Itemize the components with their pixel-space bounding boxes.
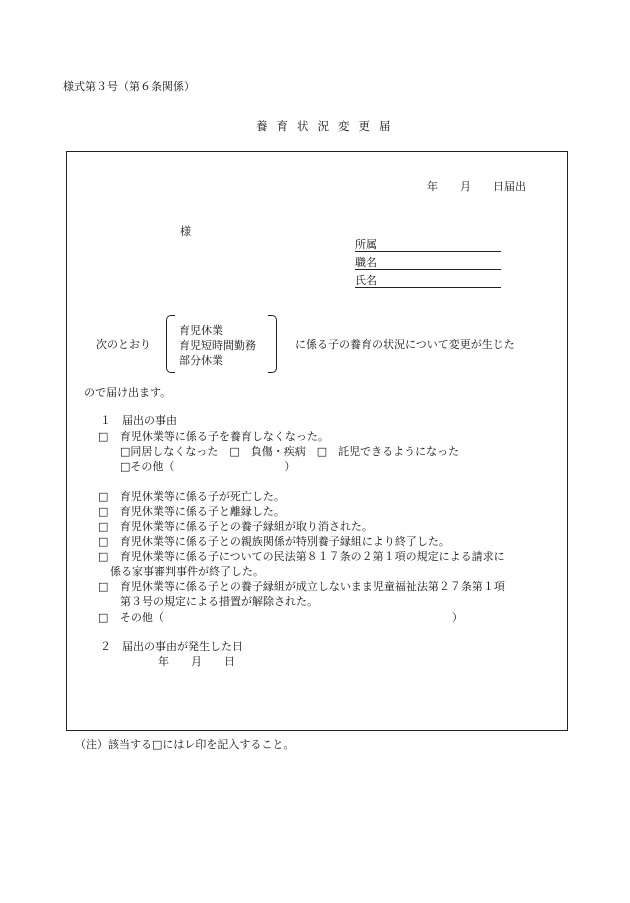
- reason-text-continued: 第３号の規定による措置が解除された。: [120, 595, 318, 608]
- option-partial-leave: 部分休業: [179, 354, 223, 367]
- checkbox[interactable]: □: [98, 520, 109, 533]
- checkbox[interactable]: □: [98, 580, 109, 593]
- sub-options-line[interactable]: □同居しなくなった □ 負傷・疾病 □ 託児できるようになった: [120, 445, 460, 458]
- section1-heading: １ 届出の事由: [100, 414, 177, 427]
- reason-text: 育児休業等に係る子と離縁した。: [119, 505, 285, 518]
- right-bracket: [268, 315, 277, 373]
- reason-item-dissolution: [98, 505, 285, 518]
- submission-date: 年 月 日届出: [427, 180, 526, 193]
- reason-text: 育児休業等に係る子との養子縁組が取り消された。: [119, 520, 373, 533]
- addressee-suffix: 様: [180, 225, 191, 238]
- checkbox[interactable]: □: [98, 535, 109, 548]
- reason-item-no-longer-raising: [98, 430, 329, 443]
- checkbox[interactable]: □: [98, 490, 109, 503]
- checkbox[interactable]: □: [98, 611, 109, 624]
- reason-text: 育児休業等に係る子を養育しなくなった。: [119, 430, 329, 443]
- intro-prefix: 次のとおり: [96, 338, 151, 351]
- intro-continuation: ので届け出ます。: [84, 386, 172, 399]
- option-short-hours: 育児短時間勤務: [179, 339, 256, 352]
- section2-heading: ２ 届出の事由が発生した日: [100, 640, 243, 653]
- reason-item-other: [98, 611, 164, 624]
- option-childcare-leave: 育児休業: [179, 324, 223, 337]
- reason-text: 育児休業等に係る子との親族関係が特別養子縁組により終了した。: [119, 535, 450, 548]
- name-label: 氏名: [355, 274, 377, 287]
- reason-text: 育児休業等に係る子との養子縁組が成立しないまま児童福祉法第２７条第１項: [119, 580, 505, 593]
- reason-other-label: その他（: [119, 611, 164, 624]
- position-field[interactable]: [355, 256, 501, 270]
- reason-text: 育児休業等に係る子についての民法第８１７条の２第１項の規定による請求に: [119, 550, 505, 563]
- reason-item-family-court: [98, 550, 505, 563]
- name-field[interactable]: [355, 274, 501, 288]
- footnote: （注）該当する□にはレ印を記入すること。: [75, 738, 295, 751]
- page-title: 養育状況変更届: [256, 119, 400, 133]
- affiliation-field[interactable]: [355, 238, 501, 252]
- left-bracket: [166, 315, 175, 373]
- checkbox[interactable]: □: [98, 550, 109, 563]
- reason-item-measure-lifted: [98, 580, 505, 593]
- reason-item-death: [98, 490, 285, 503]
- reason-text: 育児休業等に係る子が死亡した。: [119, 490, 285, 503]
- reason-other-close: ）: [452, 611, 463, 624]
- position-label: 職名: [355, 256, 377, 269]
- affiliation-label: 所属: [355, 238, 377, 251]
- intro-suffix: に係る子の養育の状況について変更が生じた: [295, 338, 515, 351]
- reason-text-continued: 係る家事審判事件が終了した。: [110, 565, 264, 578]
- reason-item-special-adoption: [98, 535, 450, 548]
- reason-item-annulment: [98, 520, 373, 533]
- form-number: 様式第３号（第６条関係）: [63, 80, 195, 93]
- checkbox[interactable]: □: [98, 505, 109, 518]
- checkbox[interactable]: □: [98, 430, 109, 443]
- sub-option-other[interactable]: □その他（ ）: [120, 460, 296, 473]
- occurrence-date[interactable]: 年 月 日: [158, 655, 235, 668]
